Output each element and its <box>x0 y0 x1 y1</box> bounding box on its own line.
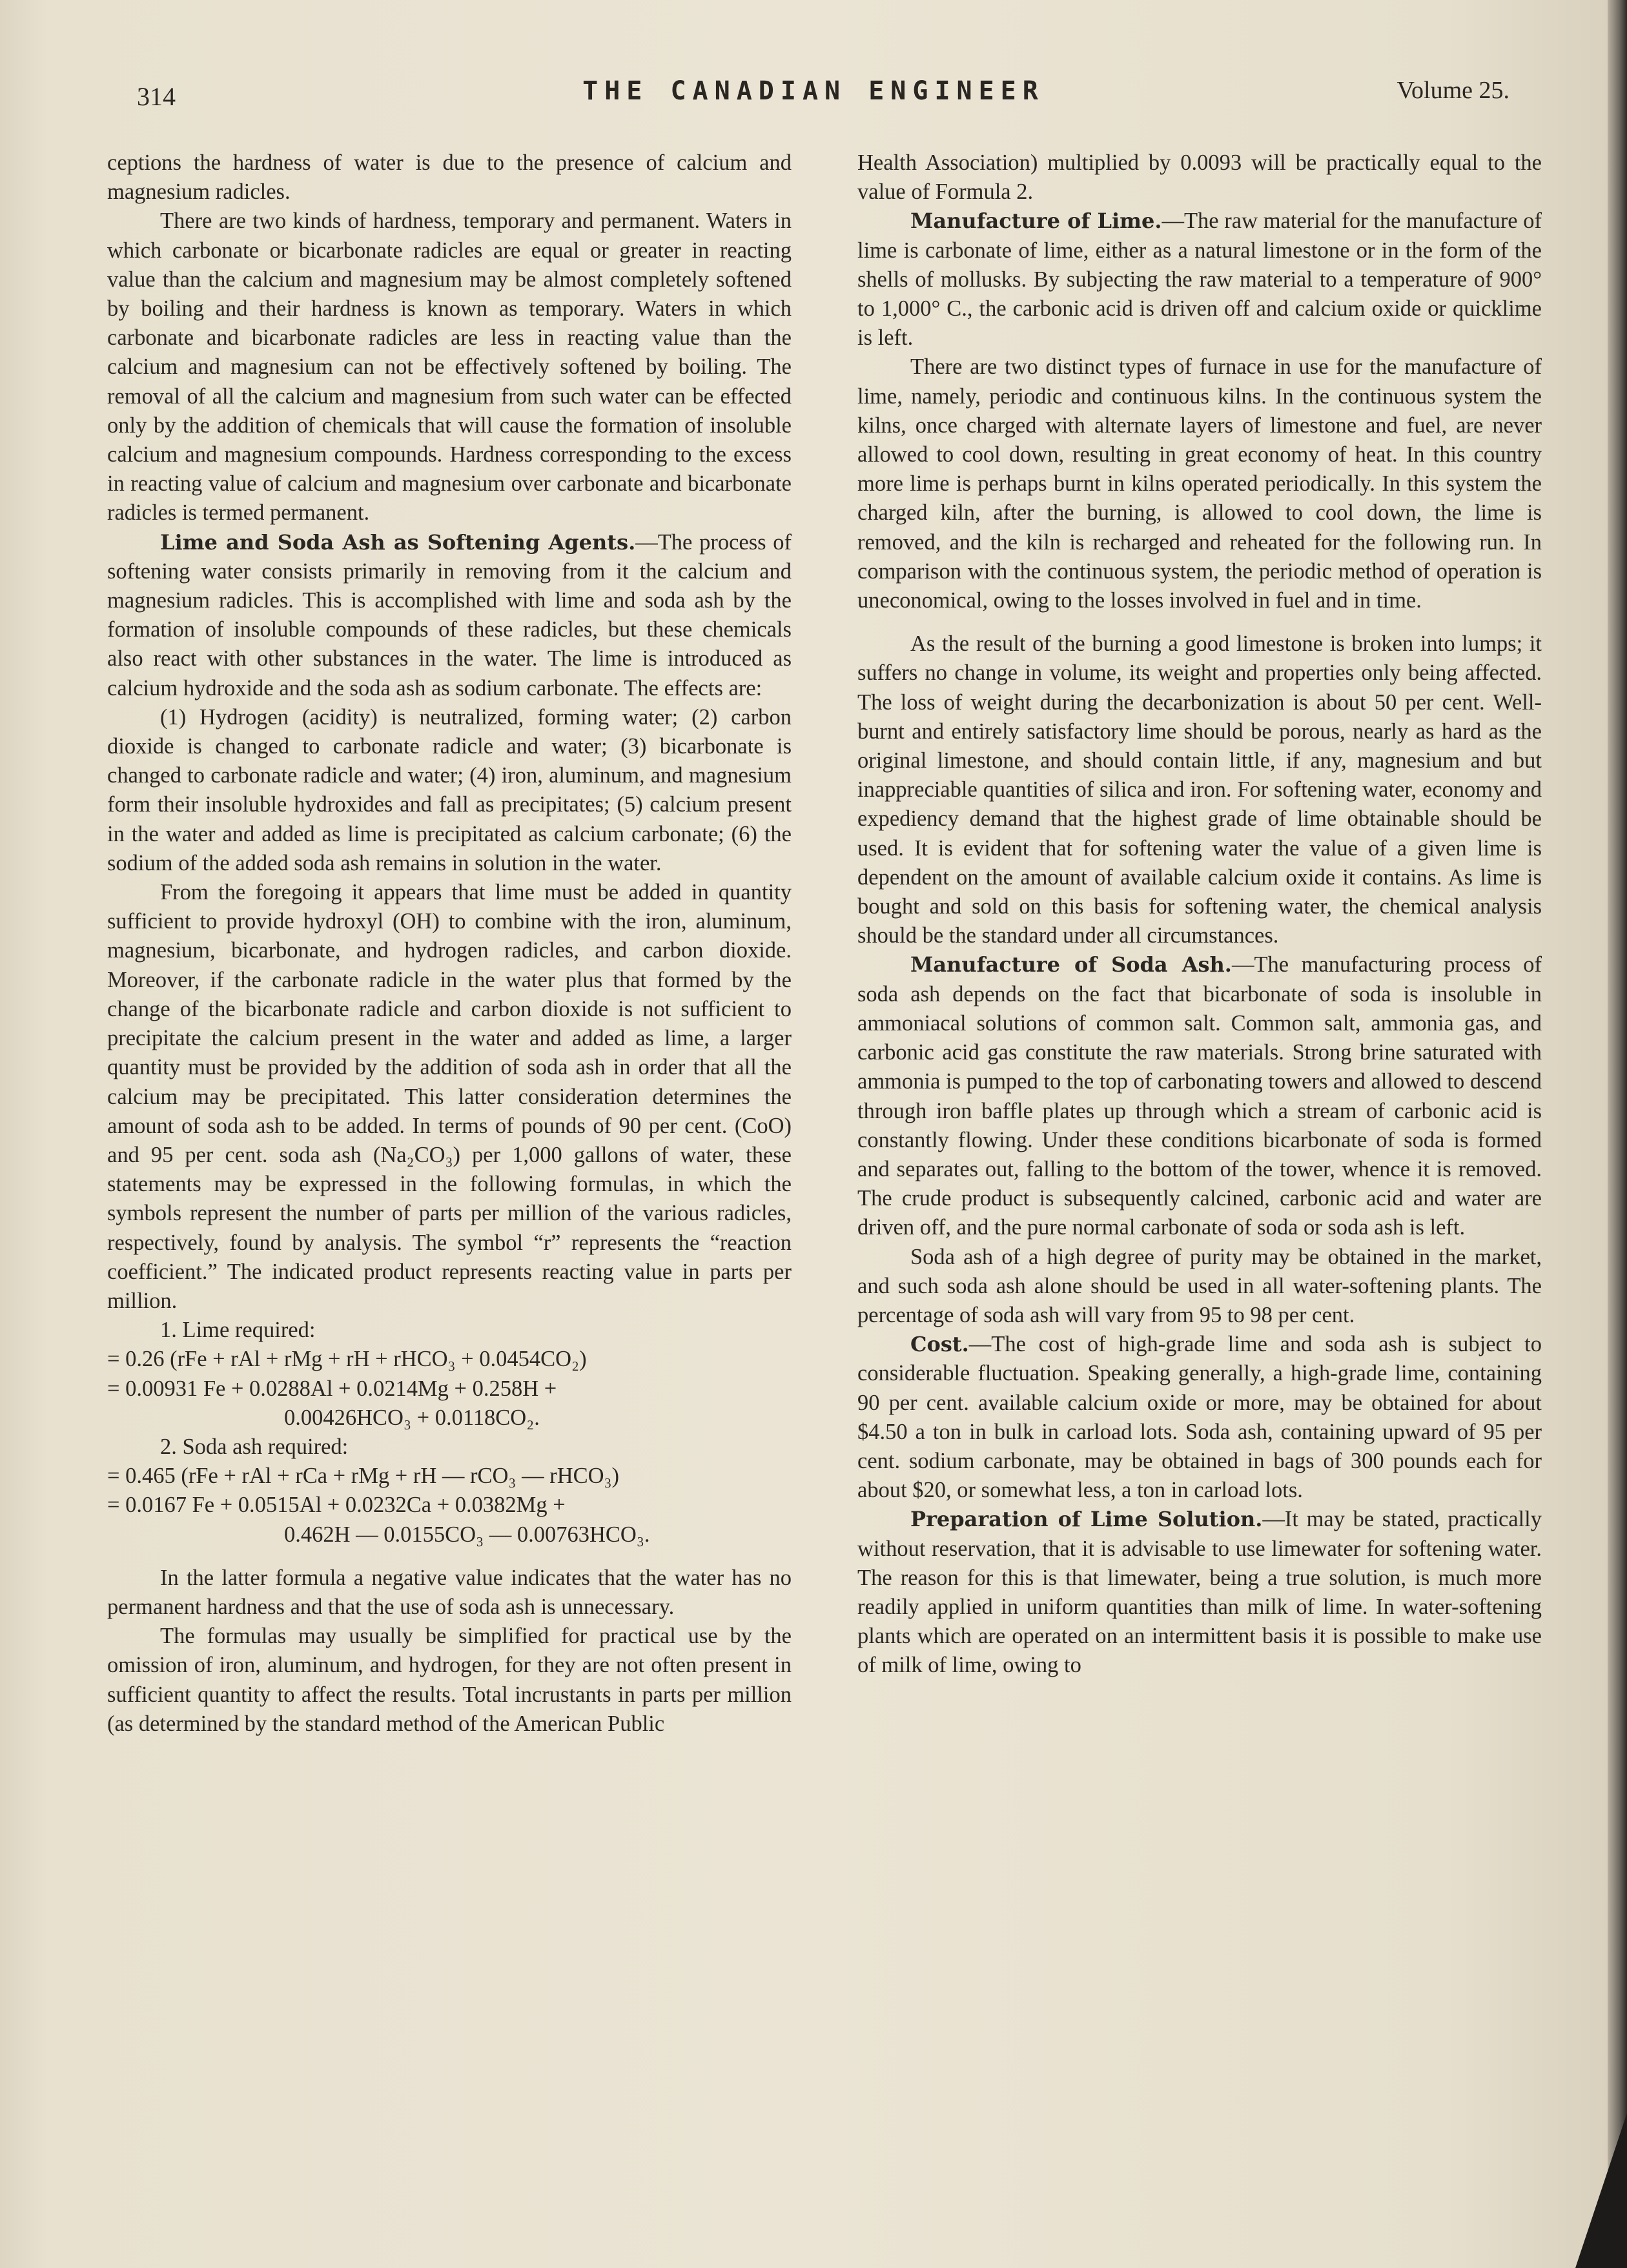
running-header <box>0 76 1627 115</box>
formula-line: = 0.465 (rFe + rAl + rCa + rMg + rH — rCO₃ — rHCO₃) <box>107 1464 620 1489</box>
paragraph-text: —The cost of high-grade lime and soda ash is subject to considerable fluctuation. Speaking generally, a high-grade lime, containing 90 per cent. available calcium oxide or more, may be obtained for about $4.50 a ton in bulk in carload lots. Soda ash, containing upward of 95 per cent. sodium carbonate, may be obtained in bags of 300 pounds each for about $20, or somewhat less, a ton in carload lots. <box>857 1332 1542 1503</box>
formula-line: = 0.00931 Fe + 0.0288Al + 0.0214Mg + 0.258H + <box>107 1376 557 1401</box>
paragraph-text: —The raw material for the manufacture of lime is carbonate of lime, either as a natural limestone or in the form of the shells of mollusks. By subjecting the raw material to a temperature of 900° to 1,000° C., the carbonic acid is driven off and calcium oxide or quicklime is left. <box>857 209 1542 351</box>
paragraph: There are two kinds of hardness, temporary and permanent. Waters in which carbonate or bicarbonate radicles are equal or greater in reacting value than the calcium and magnesium may be almost completely softened by boiling and their hardness is known as temporary. Waters in which carbonate and bicarbonate radicles are less in reacting value than the calcium and magnesium can not be effectively softened by boiling. The removal of all the calcium and magnesium from such water can be effected only by the addition of chemicals that will cause the formation of insoluble calcium and magnesium compounds. Hardness corresponding to the excess in reacting value of calcium and magnesium over carbonate and bicarbonate radicles is termed permanent. <box>107 209 792 526</box>
paragraph: Soda ash of a high degree of purity may be obtained in the market, and such soda ash alone should be used in all water-softening plants. The percentage of soda ash will vary from 95 to 98 per cent. <box>857 1244 1542 1327</box>
section-heading: Manufacture of Lime. <box>910 209 1162 234</box>
section-heading: Manufacture of Soda Ash. <box>910 952 1232 977</box>
paragraph: The formulas may usually be simplified for practical use by the omission of iron, aluminum, and hydrogen, for they are not often present in sufficient quantity to affect the results. Total incrustants in parts per million (as determined by the standard method of the American Public <box>107 1624 792 1736</box>
page-number: 314 <box>137 82 176 111</box>
section-heading: Preparation of Lime Solution. <box>910 1507 1263 1532</box>
formula-line: = 0.26 (rFe + rAl + rMg + rH + rHCO₃ + 0.0454CO₂) <box>107 1347 587 1372</box>
paragraph-text: —The process of softening water consists primarily in removing from it the calcium and magnesium radicles. This is accomplished with lime and soda ash by the formation of insoluble compounds of these radicles, but these chemicals also react with other substances in the water. The lime is introduced as calcium hydroxide and the soda ash as sodium carbonate. The effects are: <box>107 529 792 700</box>
volume-label: Volume 25. <box>1397 77 1509 104</box>
paragraph <box>857 950 1542 1242</box>
paragraph: (1) Hydrogen (acidity) is neutralized, forming water; (2) carbon dioxide is changed to carbonate radicle and water; (3) bicarbonate is changed to carbonate radicle and water; (4) iron, aluminum, and magnesium form their insoluble hydroxides and fall as precipitates; (5) calcium present in the water and added as lime is precipitated as calcium carbonate; (6) the sodium of the added soda ash remains in solution in the water. <box>107 704 792 875</box>
paragraph: From the foregoing it appears that lime must be added in quantity sufficient to provide hydroxyl (OH) to combine with the iron, aluminum, magnesium, bicarbonate, and hydrogen radicles, and carbon dioxide. Moreover, if the carbonate radicle in the water plus that formed by the change of the bicarbonate radicle and carbon dioxide is not sufficient to precipitate the calcium present in the water and added as lime, a larger quantity must be provided by the addition of soda ash in order that all the calcium may be precipitated. This latter consideration determines the amount of soda ash to be added. In terms of pounds of 90 per cent. (CoO) and 95 per cent. soda ash (Na₂CO₃) per 1,000 gallons of water, these statements may be expressed in the following formulas, in which the symbols represent the number of parts per million of the various radicles, respectively, found by analysis. The symbol “r” represents the “reaction coefficient.” The indicated product represents reacting value in parts per million. <box>107 880 792 1313</box>
formula-lime <box>107 1316 792 1433</box>
paragraph: As the result of the burning a good limestone is broken into lumps; it suffers no change in volume, its weight and properties only being affected. The loss of weight during the decarbonization is about 50 per cent. Well-burnt and entirely satisfactory lime should be porous, nearly as hard as the original limestone, and should contain little, if any, magnesium and but inappreciable quantities of silica and iron. For softening water, economy and expediency demand that the highest grade of lime obtainable should be used. It is evident that for softening water the value of a given lime is dependent on the amount of available calcium oxide it contains. As lime is bought and sold on this basis for softening water, the chemical analysis should be the standard under all circumstances. <box>857 631 1542 948</box>
journal-title: THE CANADIAN ENGINEER <box>582 76 1045 106</box>
paragraph <box>857 1505 1542 1680</box>
right-column <box>857 148 1542 1681</box>
paragraph-text: —The manufacturing process of soda ash depends on the fact that bicarbonate of soda is insoluble in ammoniacal solutions of common salt. Common salt, ammonia gas, and carbonic acid gas constitute the raw materials. Strong brine saturated with ammonia is pumped to the top of carbonating towers and allowed to descend through iron baffle plates up through which a stream of carbonic acid is constantly flowing. Under these conditions bicarbonate of soda is formed and separates out, falling to the bottom of the tower, whence it is removed. The crude product is subsequently calcined, carbonic acid and water are driven off, and the pure normal carbonate of soda or soda ash is left. <box>857 952 1542 1240</box>
section-heading: Lime and Soda Ash as Softening Agents. <box>160 529 636 555</box>
paragraph <box>107 528 792 703</box>
paragraph <box>857 207 1542 352</box>
formula-soda-ash <box>107 1433 792 1549</box>
formula-line: 0.462H — 0.0155CO₃ — 0.00763HCO₃. <box>284 1522 650 1547</box>
formula-label: 2. Soda ash required: <box>160 1434 349 1459</box>
paragraph: There are two distinct types of furnace in use for the manufacture of lime, namely, periodic and continuous kilns. In the continuous system the kilns, once charged with alternate layers of limestone and fuel, are never allowed to cool down, resulting in great economy of heat. In this country more lime is perhaps burnt in kilns operated periodically. In this system the charged kiln, after the burning, is allowed to cool down, the lime is removed, and the kiln is recharged and reheated for the following run. In comparison with the continuous system, the periodic method of operation is uneconomical, owing to the losses involved in fuel and in time. <box>857 354 1542 613</box>
section-heading: Cost. <box>910 1332 969 1357</box>
formula-line: 0.00426HCO₃ + 0.0118CO₂. <box>284 1405 540 1430</box>
paragraph <box>857 1330 1542 1505</box>
formula-line: = 0.0167 Fe + 0.0515Al + 0.0232Ca + 0.0382Mg + <box>107 1493 566 1518</box>
paragraph: ceptions the hardness of water is due to the presence of calcium and magnesium radicles. <box>107 150 792 205</box>
paragraph: Health Association) multiplied by 0.0093 will be practically equal to the value of Formula 2. <box>857 150 1542 205</box>
binding-edge <box>1608 0 1627 2268</box>
formula-label: 1. Lime required: <box>160 1318 316 1343</box>
paragraph: In the latter formula a negative value indicates that the water has no permanent hardness and that the use of soda ash is unnecessary. <box>107 1565 792 1619</box>
paragraph-text: —It may be stated, practically without reservation, that it is advisable to use limewater for softening water. The reason for this is that limewater, being a true solution, is much more readily applied in uniform quantities than milk of lime. In water-softening plants which are operated on an intermittent basis it is possible to make use of milk of lime, owing to <box>857 1507 1542 1678</box>
left-column <box>107 148 792 1739</box>
